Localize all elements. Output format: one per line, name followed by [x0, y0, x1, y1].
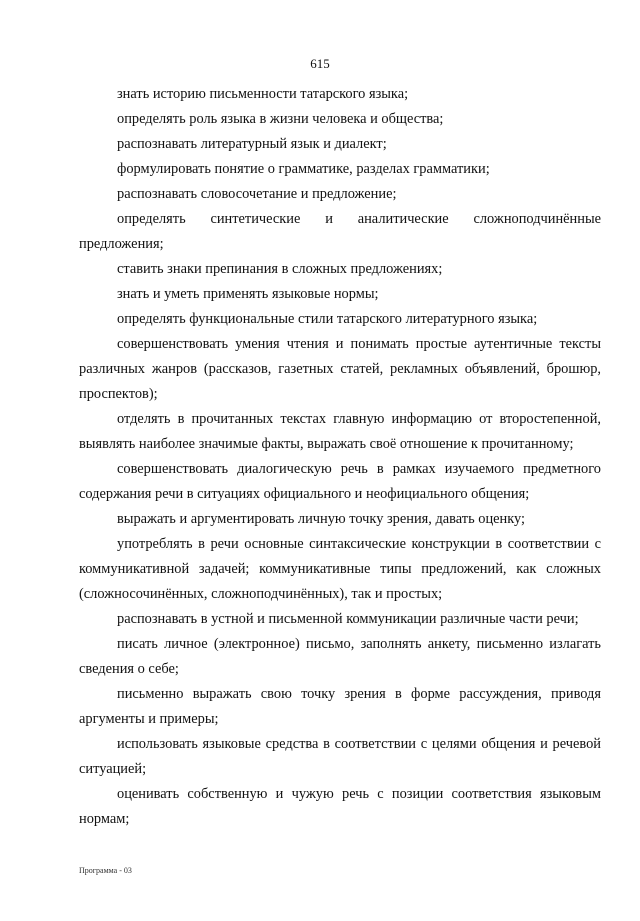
footer-program-label: Программа - 03 — [79, 866, 132, 875]
paragraph: ставить знаки препинания в сложных предложениях; — [117, 261, 443, 277]
paragraph: знать и уметь применять языковые нормы; — [117, 286, 379, 302]
paragraph: определять функциональные стили татарского литературного языка; — [117, 311, 538, 327]
paragraph: употреблять в речи основные синтаксические конструкции в соответствии с коммуникативной задачей; коммуникативные типы предложений, как сложных (сложносочинённых, сложноподчинённых), так и простых; — [79, 536, 601, 602]
paragraph: формулировать понятие о грамматике, разделах грамматики; — [117, 161, 490, 177]
paragraph: знать историю письменности татарского языка; — [117, 86, 409, 102]
paragraph: определять роль языка в жизни человека и общества; — [117, 111, 444, 127]
paragraph: отделять в прочитанных текстах главную информацию от второстепенной, выявлять наиболее значимые факты, выражать своё отношение к прочитанному; — [79, 411, 601, 452]
paragraph: выражать и аргументировать личную точку зрения, давать оценку; — [117, 511, 526, 527]
paragraph: оценивать собственную и чужую речь с позиции соответствия языковым нормам; — [79, 786, 601, 827]
paragraph: использовать языковые средства в соответствии с целями общения и речевой ситуацией; — [79, 736, 601, 777]
paragraph: распознавать литературный язык и диалект; — [117, 136, 387, 152]
paragraph: распознавать словосочетание и предложение; — [117, 186, 397, 202]
paragraph: совершенствовать диалогическую речь в рамках изучаемого предметного содержания речи в ситуациях официального и неофициального общения; — [79, 461, 601, 502]
paragraph: письменно выражать свою точку зрения в форме рассуждения, приводя аргументы и примеры; — [79, 686, 601, 727]
paragraph: распознавать в устной и письменной коммуникации различные части речи; — [117, 611, 579, 627]
page-body — [79, 82, 601, 832]
page-number: 615 — [310, 56, 330, 71]
paragraph: определять синтетические и аналитические сложноподчинённые предложения; — [79, 211, 601, 252]
paragraph: совершенствовать умения чтения и понимать простые аутентичные тексты различных жанров (рассказов, газетных статей, рекламных объявлений, брошюр, проспектов); — [79, 336, 601, 402]
paragraph: писать личное (электронное) письмо, заполнять анкету, письменно излагать сведения о себе; — [79, 636, 601, 677]
